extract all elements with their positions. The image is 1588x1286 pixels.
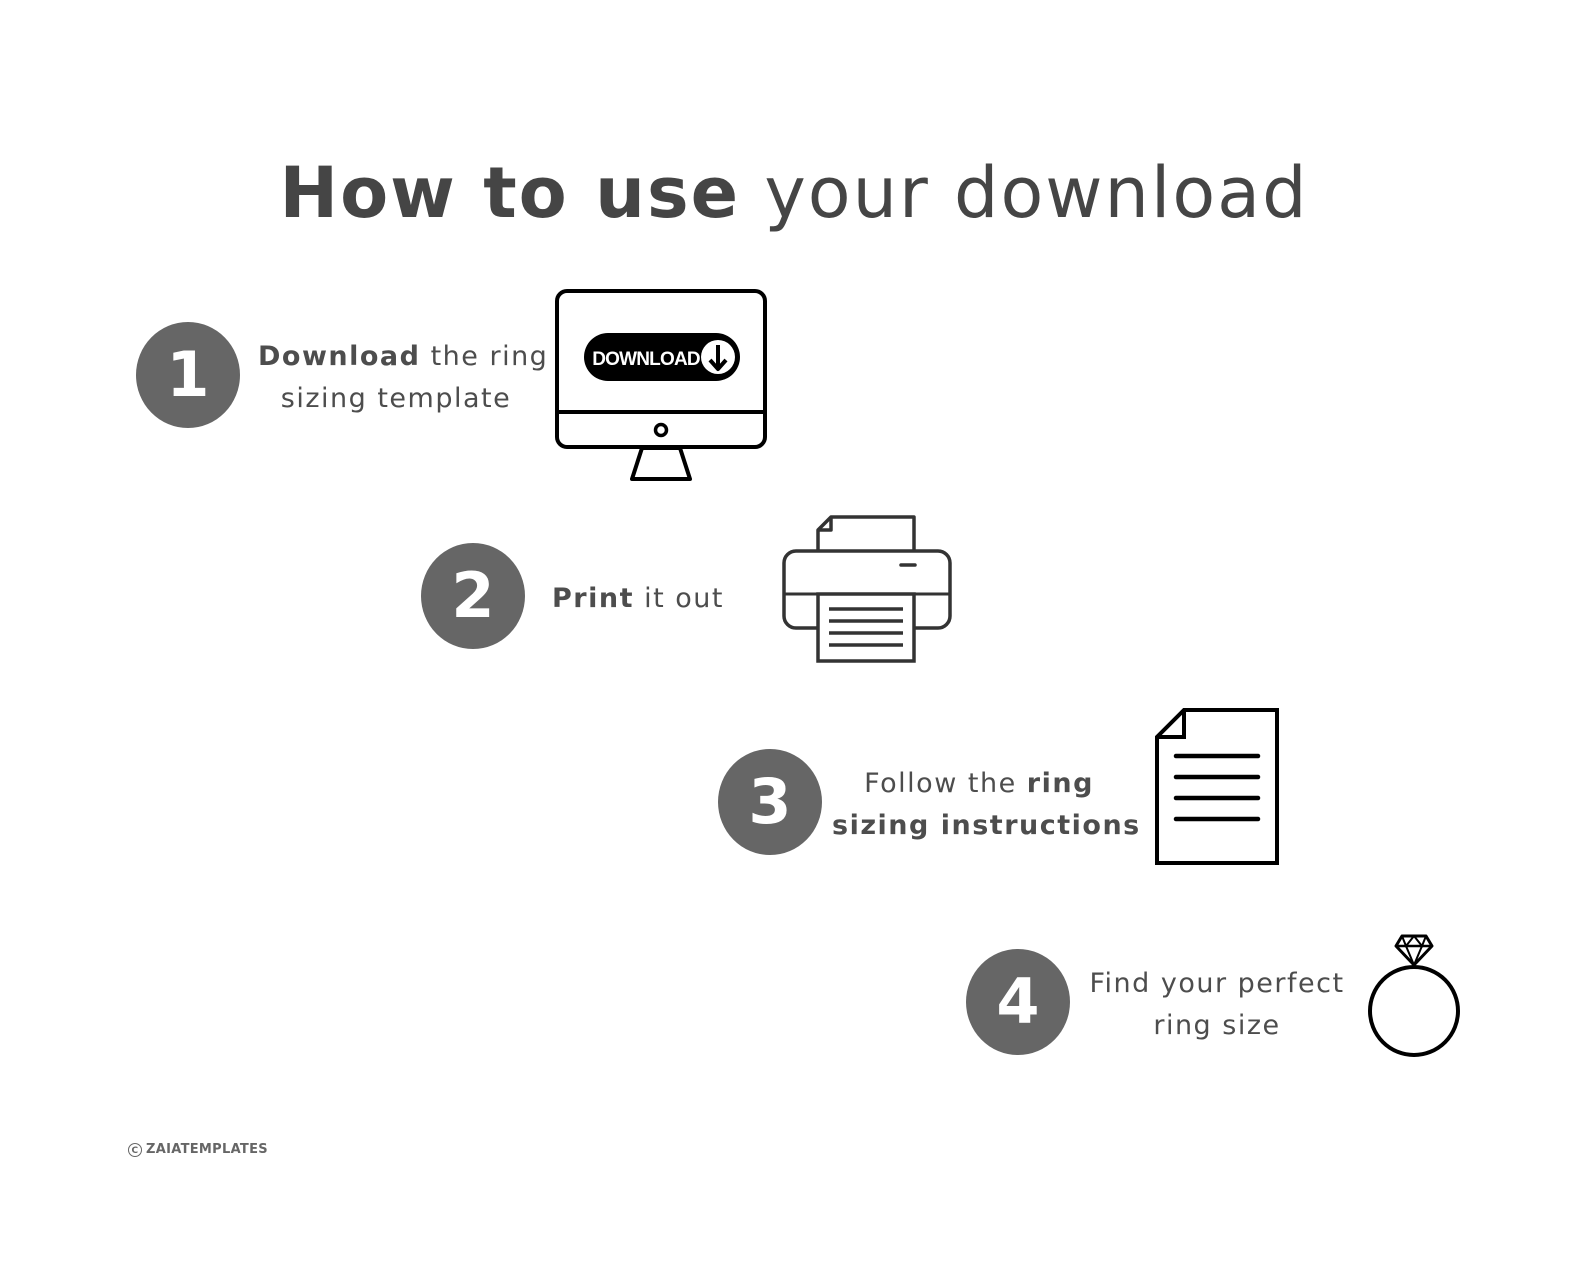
copyright-notice xyxy=(128,1142,268,1157)
title-bold: How to use xyxy=(279,152,741,234)
diamond-ring-icon xyxy=(1366,932,1464,1062)
step-4-number-badge: 4 xyxy=(966,949,1070,1055)
document-icon xyxy=(1152,706,1282,868)
copyright-icon: C xyxy=(128,1143,142,1157)
computer-monitor-download-icon xyxy=(554,288,770,484)
step-2-text-bold: Print xyxy=(552,583,634,614)
step-3-text-bold: ring xyxy=(1026,768,1094,799)
step-1-text-rest: the ring xyxy=(430,341,549,372)
step-1-text-bold: Download xyxy=(258,341,421,372)
printer-icon xyxy=(780,514,954,666)
step-2-text xyxy=(552,578,722,620)
step-3-text-line2: sizing instructions xyxy=(832,810,1141,841)
step-4-text-line2: ring size xyxy=(1153,1010,1281,1041)
download-button-label: DOWNLOAD xyxy=(592,349,700,370)
page-title xyxy=(0,148,1588,238)
step-4-text-line1: Find your perfect xyxy=(1089,968,1345,999)
step-4-text xyxy=(1088,963,1346,1047)
step-3-number-badge: 3 xyxy=(718,749,822,855)
copyright-text: ZAIATEMPLATES xyxy=(146,1142,268,1157)
step-2-text-rest: it out xyxy=(644,583,724,614)
step-1-text xyxy=(258,336,549,420)
step-3-text-rest: Follow the xyxy=(864,768,1017,799)
title-light: your download xyxy=(764,152,1309,234)
step-1-text-line2: sizing template xyxy=(280,383,512,414)
step-2-number-badge: 2 xyxy=(421,543,525,649)
step-1-number-badge: 1 xyxy=(136,322,240,428)
step-3-text xyxy=(832,763,1141,847)
